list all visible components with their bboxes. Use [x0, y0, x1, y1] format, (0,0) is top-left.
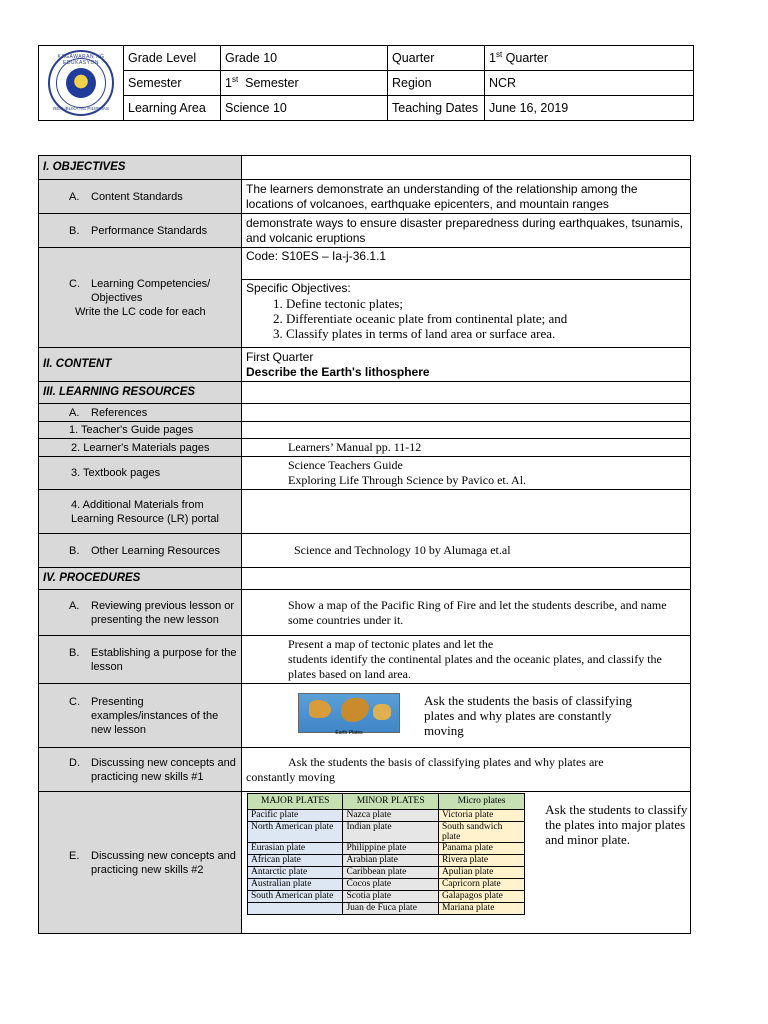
purpose-text-1: Present a map of tectonic plates and let the: [288, 637, 494, 651]
lc-code-instruction: Write the LC code for each: [75, 305, 206, 318]
plates-classification-table: [247, 793, 525, 915]
logo-cell: [39, 46, 124, 121]
learning-competencies-label: Learning Competencies/ Objectives: [91, 277, 211, 304]
reviewing-label: Reviewing previous lesson or presenting the new lesson: [91, 599, 235, 626]
grade-level-label: Grade Level: [124, 46, 221, 71]
procedures-heading: IV. PROCEDURES: [39, 568, 242, 590]
other-resources-text: Science and Technology 10 by Alumaga et.al: [242, 534, 691, 568]
reviewing-text: Show a map of the Pacific Ring of Fire and let the students describe, and name some countries under it.: [242, 590, 691, 636]
lesson-plan-table: I. OBJECTIVES A. Content Standards The learners demonstrate an understanding of the relationship among the locations of volcanoes, earthquake epicenters, and mountain ranges B. Performance Standards demonstrate ways to ensure disaster preparedness during earthquakes, tsunamis, and volcanic eruptions C. Learning Competencies/ Objectives Write the LC code for each Code: S10ES – Ia-j-36.1.1 Specific Objectives: 1. Define tectonic plates; 2. Differentiate oceanic plate from continental plate; and 3. Classify plates in terms of land area or surface area. II. CONTENT First Quarter Describe the Earth's lithosphere III. LEARNING RESOURCES A. References 1. Teacher's Guide pages 2. Learner's Materials pages Learners’ Manual pp. 11-12 3. Textbook pages Science Teachers Guide Exploring Life Through Science by Pavico et. Al. 4. Additional Materials from Learning Resource (LR) portal B. Other Learning Resources Science and Technology 10 by Alumaga et.al IV. PROCEDURES A. Reviewing previous lesson or presenting the new lesson Show a map of the Pacific Ring of Fire and let the students describe, and name some countries under it. B. Establishing a purpose for the lesson Present a map of tectonic plates and let the students identify the continental plates and the oceanic plates, and classify the plates based on land area. C. Presenting examples/instances of the new lesson Earth Plates Ask the students the basis of classifying plates and why plates are constantly moving D. Discussing new concepts and practicing new skills #1 Ask the students the basis of classifying plates and why plates are constantly moving E. Discussing new concepts and practicing new skills #2 MAJOR PLATES MINOR PLATES Micro plates Pacific plate Nazca plate Victoria plate North American plate Indian plate South sandwich plate Eurasian plate Philippine plate Panama plate African plate Arabian plate Rivera plate Antarctic plate Caribbean plate Apulian plate Australian plate Cocos plate Capricorn plate South American plate Scotia plate Galapagos plate Juan de Fuca plate Mariana plate Ask the students to classify the plates into major plates and minor plate.: [38, 155, 691, 934]
additional-materials-label: 4. Additional Materials from Learning Resource (LR) portal: [39, 490, 242, 534]
quarter-label: Quarter: [388, 46, 485, 71]
semester-value: 1st Semester: [221, 71, 388, 96]
content-standards-text: The learners demonstrate an understanding of the relationship among the locations of volcanoes, earthquake epicenters, and mountain ranges: [242, 180, 691, 214]
learning-area-label: Learning Area: [124, 96, 221, 121]
micro-plates-header: Micro plates: [438, 794, 524, 810]
teachers-guide-label: 1. Teacher's Guide pages: [39, 422, 242, 439]
learning-resources-heading: III. LEARNING RESOURCES: [39, 382, 242, 404]
table-row: South American plate Scotia plate Galapagos plate: [248, 891, 525, 903]
content-topic: Describe the Earth's lithosphere: [246, 364, 430, 379]
discussing-2-text: Ask the students to classify the plates into major plates and minor plate.: [545, 802, 688, 847]
major-plates-header: MAJOR PLATES: [248, 794, 343, 810]
semester-label: Semester: [124, 71, 221, 96]
discussing-1-text-1: Ask the students the basis of classifying plates and why plates are: [288, 754, 604, 769]
content-standards-label: Content Standards: [91, 190, 183, 203]
list-item: 3. Classify plates in terms of land area or surface area.: [286, 326, 686, 341]
minor-plates-header: MINOR PLATES: [343, 794, 438, 810]
region-value: NCR: [485, 71, 694, 96]
references-label: References: [91, 406, 148, 419]
table-row: Pacific plate Nazca plate Victoria plate: [248, 810, 525, 822]
other-resources-label: Other Learning Resources: [91, 544, 221, 557]
textbook-line-1: Science Teachers Guide: [288, 458, 403, 472]
content-quarter: First Quarter: [246, 349, 314, 364]
content-heading: II. CONTENT: [39, 348, 242, 382]
objectives-heading: I. OBJECTIVES: [39, 156, 242, 180]
table-row: African plate Arabian plate Rivera plate: [248, 855, 525, 867]
table-row: Eurasian plate Philippine plate Panama plate: [248, 843, 525, 855]
textbook-pages-label: 3. Textbook pages: [39, 457, 242, 490]
table-row: Juan de Fuca plate Mariana plate: [248, 903, 525, 915]
purpose-label: Establishing a purpose for the lesson: [91, 646, 237, 673]
table-row: Australian plate Cocos plate Capricorn plate: [248, 879, 525, 891]
table-row: North American plate Indian plate South sandwich plate: [248, 822, 525, 843]
textbook-line-2: Exploring Life Through Science by Pavico et. Al.: [288, 473, 527, 487]
teaching-dates-label: Teaching Dates: [388, 96, 485, 121]
region-label: Region: [388, 71, 485, 96]
discussing-1-label: Discussing new concepts and practicing new skills #1: [91, 756, 236, 783]
list-item: 2. Differentiate oceanic plate from continental plate; and: [286, 311, 686, 326]
discussing-1-text-2: constantly moving: [246, 769, 335, 784]
learners-materials-label: 2. Learner's Materials pages: [39, 439, 242, 457]
tectonic-plates-map-image: Earth Plates: [298, 693, 400, 733]
specific-objectives-title: Specific Objectives:: [246, 281, 351, 295]
grade-level-value: Grade 10: [221, 46, 388, 71]
table-row: Antarctic plate Caribbean plate Apulian plate: [248, 867, 525, 879]
list-item: 1. Define tectonic plates;: [286, 296, 686, 311]
discussing-2-label: Discussing new concepts and practicing new skills #2: [91, 849, 236, 876]
performance-standards-label: Performance Standards: [91, 224, 208, 237]
purpose-text-2: students identify the continental plates and the oceanic plates, and classify the plates based on land area.: [288, 652, 662, 681]
deped-seal-logo: KAGAWARAN NG EDUKASYON REPUBLIKA NG PILIPINAS: [48, 50, 114, 116]
learners-materials-text: Learners’ Manual pp. 11-12: [242, 439, 691, 457]
teaching-dates-value: June 16, 2019: [485, 96, 694, 121]
quarter-value: 1st Quarter: [485, 46, 694, 71]
specific-objectives-list: [246, 296, 686, 341]
presenting-examples-label: Presenting examples/instances of the new lesson: [91, 695, 219, 736]
presenting-examples-text: Ask the students the basis of classifying plates and why plates are constantly moving: [424, 693, 632, 738]
learning-area-value: Science 10: [221, 96, 388, 121]
performance-standards-text: demonstrate ways to ensure disaster preparedness during earthquakes, tsunamis, and volcanic eruptions: [242, 214, 691, 248]
header-table: [38, 45, 694, 121]
lc-code: Code: S10ES – Ia-j-36.1.1: [242, 248, 691, 280]
